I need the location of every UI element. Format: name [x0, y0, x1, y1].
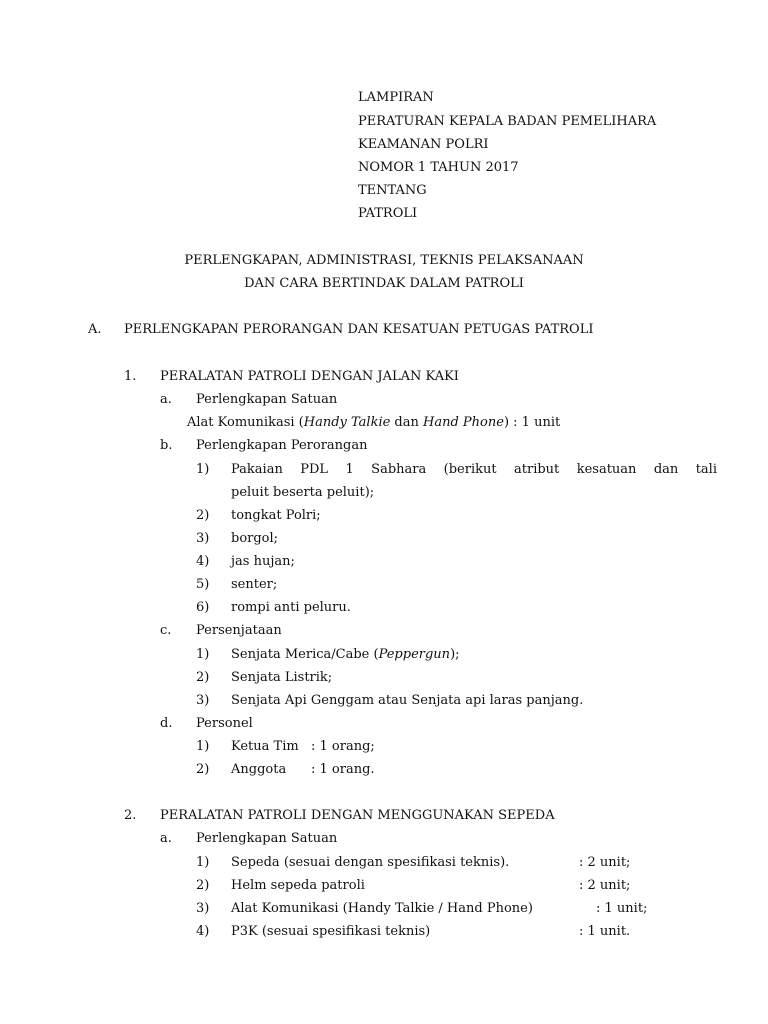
list-number: 1)	[196, 739, 210, 754]
list-number: 1)	[196, 855, 210, 870]
list-item: Pakaian PDL 1 Sabhara (berikut atribut kesatuan dan tali	[231, 462, 717, 477]
personel-label: Ketua Tim	[231, 739, 299, 754]
list-item: jas hujan;	[231, 554, 295, 569]
item-heading: Persenjataan	[196, 623, 282, 638]
text: dan	[390, 415, 424, 430]
header-line: PERATURAN KEPALA BADAN PEMELIHARA	[358, 114, 657, 129]
subsection-heading: PERALATAN PATROLI DENGAN MENGGUNAKAN SEPEDA	[160, 808, 555, 823]
list-item: senter;	[231, 577, 278, 592]
subsection-heading: PERALATAN PATROLI DENGAN JALAN KAKI	[160, 369, 459, 384]
item-marker: c.	[160, 623, 172, 638]
list-number: 3)	[196, 693, 210, 708]
personel-label: Anggota	[231, 762, 287, 777]
list-number: 3)	[196, 901, 210, 916]
list-number: 2)	[196, 762, 210, 777]
subsection-marker: 1.	[124, 369, 137, 384]
list-item: rompi anti peluru.	[231, 600, 351, 615]
list-item	[231, 645, 460, 665]
list-number: 2)	[196, 670, 210, 685]
header-line: LAMPIRAN	[358, 90, 434, 105]
header-line: PATROLI	[358, 206, 418, 221]
header-line: TENTANG	[358, 183, 427, 198]
list-number: 2)	[196, 878, 210, 893]
list-item-continuation: peluit beserta peluit);	[231, 485, 375, 500]
document-title-line-2: DAN CARA BERTINDAK DALAM PATROLI	[244, 276, 524, 291]
text: );	[450, 647, 460, 662]
komunikasi-line	[187, 413, 560, 433]
list-item: Sepeda (sesuai dengan spesifikasi teknis).	[231, 855, 510, 870]
list-number: 3)	[196, 531, 210, 546]
item-marker: a.	[160, 831, 172, 846]
item-heading: Perlengkapan Perorangan	[196, 438, 368, 453]
item-marker: d.	[160, 716, 173, 731]
list-item: Helm sepeda patroli	[231, 878, 365, 893]
text: ) : 1 unit	[503, 415, 561, 430]
personel-value: : 1 orang.	[311, 762, 375, 777]
document-title-line-1: PERLENGKAPAN, ADMINISTRASI, TEKNIS PELAKSANAAN	[184, 253, 584, 268]
list-item: Senjata Api Genggam atau Senjata api laras panjang.	[231, 693, 584, 708]
header-line: KEAMANAN POLRI	[358, 137, 489, 152]
list-number: 5)	[196, 577, 210, 592]
subsection-marker: 2.	[124, 808, 137, 823]
item-heading: Personel	[196, 716, 253, 731]
section-heading: PERLENGKAPAN PERORANGAN DAN KESATUAN PETUGAS PATROLI	[124, 322, 594, 337]
list-number: 6)	[196, 600, 210, 615]
list-item: P3K (sesuai spesifikasi teknis)	[231, 924, 431, 939]
personel-value: : 1 orang;	[311, 739, 375, 754]
italic-text: Peppergun	[378, 647, 451, 662]
text: Senjata Merica/Cabe (	[231, 647, 379, 662]
italic-text: Handy Talkie	[303, 415, 391, 430]
list-item: tongkat Polri;	[231, 508, 321, 523]
header-line: NOMOR 1 TAHUN 2017	[358, 160, 519, 175]
list-item: borgol;	[231, 531, 279, 546]
list-number: 2)	[196, 508, 210, 523]
item-heading: Perlengkapan Satuan	[196, 392, 338, 407]
list-number: 4)	[196, 554, 210, 569]
item-heading: Perlengkapan Satuan	[196, 831, 338, 846]
list-item-quantity: : 1 unit;	[596, 901, 648, 916]
list-item-quantity: : 1 unit.	[579, 924, 631, 939]
list-item-quantity: : 2 unit;	[579, 878, 631, 893]
list-number: 4)	[196, 924, 210, 939]
item-marker: b.	[160, 438, 173, 453]
list-item: Alat Komunikasi (Handy Talkie / Hand Phone)	[231, 901, 533, 916]
item-marker: a.	[160, 392, 172, 407]
text: Alat Komunikasi (	[187, 415, 304, 430]
list-item-quantity: : 2 unit;	[579, 855, 631, 870]
list-item: Senjata Listrik;	[231, 670, 333, 685]
list-number: 1)	[196, 462, 210, 477]
section-marker: A.	[88, 322, 102, 337]
italic-text: Hand Phone	[423, 415, 504, 430]
list-number: 1)	[196, 647, 210, 662]
